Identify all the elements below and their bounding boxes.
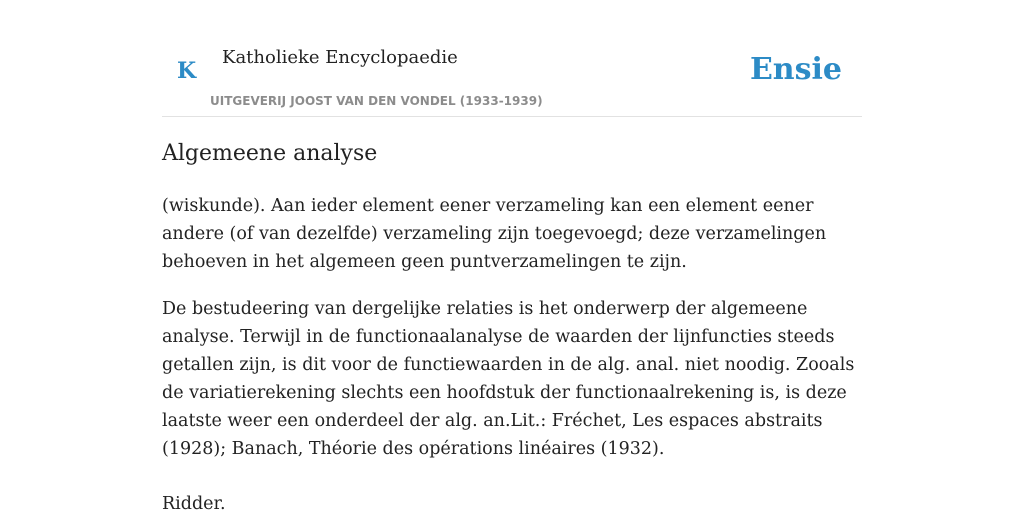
article-paragraph-body: De bestudeering van dergelijke relaties is het onderwerp der algemeene analyse. Terwijl in de functionaalanalyse de waarden der lijnfuncties steeds getallen zijn, is dit voor de functiewaarden in de alg. anal. niet noodig. Zooals de variatierekening slechts een hoofdstuk der functionaalrekening is, is deze laatste weer een onderdeel der alg. an.Lit.: Fréchet, Les espaces abstraits (1928); Banach, Théorie des opérations linéaires (1932). — [162, 299, 855, 459]
publisher-label: UITGEVERIJ JOOST VAN DEN VONDEL (1933-1939) — [210, 94, 543, 108]
encyclopedia-logo[interactable]: K — [177, 58, 197, 84]
site-header — [162, 0, 862, 117]
article-paragraph-definition: (wiskunde). Aan ieder element eener verzameling kan een element eener andere (of van dezelfde) verzameling zijn toegevoegd; deze verzamelingen behoeven in het algemeen geen puntverzamelingen te zijn. — [162, 196, 827, 272]
publication-title[interactable]: Katholieke Encyclopaedie — [222, 47, 458, 68]
ensie-brand-logo[interactable]: Ensie — [749, 52, 842, 87]
article-author: Ridder. — [162, 494, 226, 512]
article-title: Algemeene analyse — [162, 141, 378, 166]
